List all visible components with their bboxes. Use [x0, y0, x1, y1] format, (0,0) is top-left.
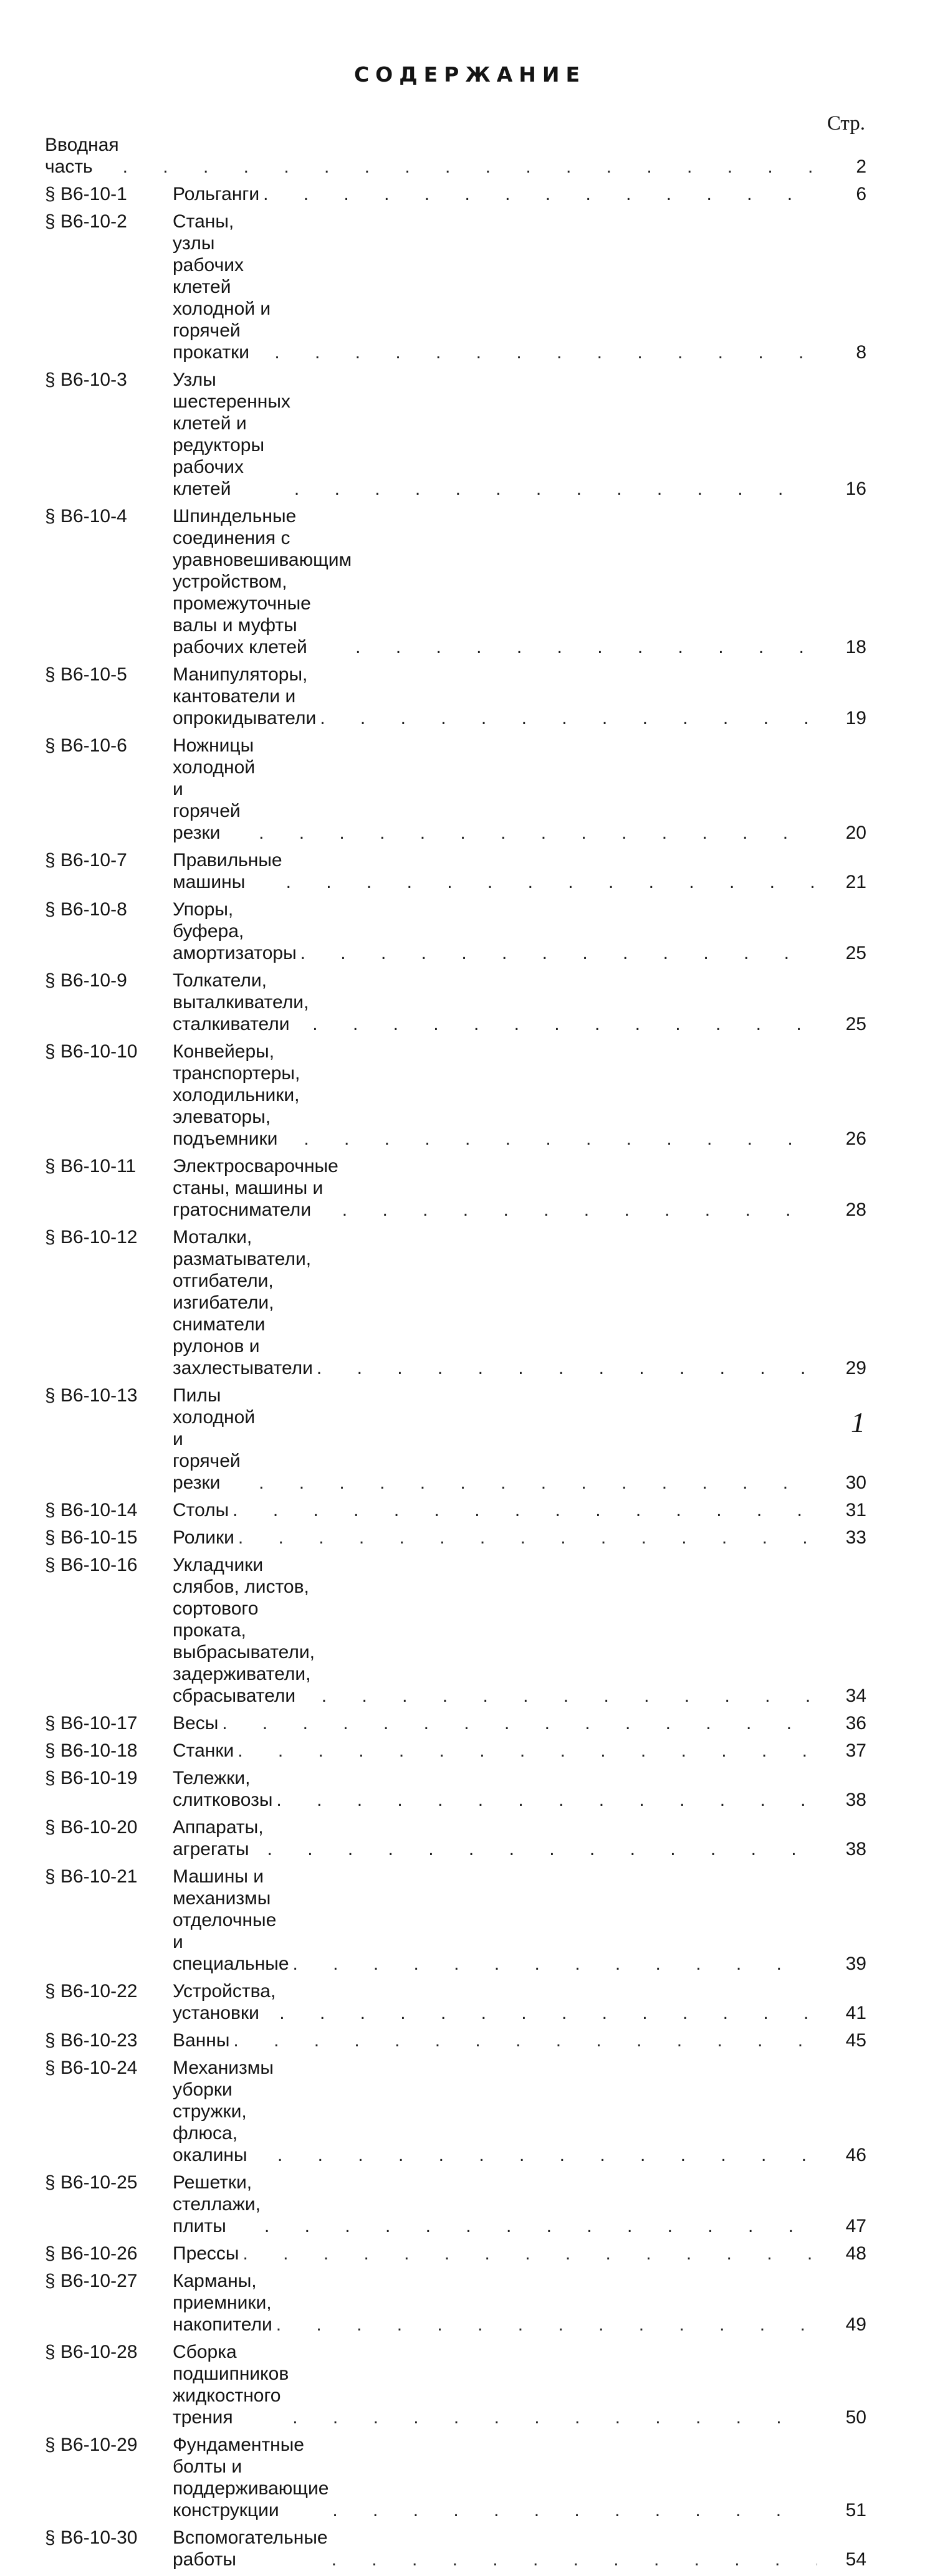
toc-entry[interactable] [45, 849, 866, 899]
toc-entry-number: § В6-10-23 [45, 2030, 138, 2051]
toc-entry-title: Упоры, буфера, амортизаторы [173, 899, 297, 963]
toc-entry-title: Вводная часть [45, 135, 119, 177]
toc-entry-page: 45 [845, 2030, 866, 2051]
toc-entry-title: Устройства, установки [173, 1981, 276, 2023]
page-number: 1 [851, 1406, 865, 1438]
toc-entry-page: 25 [845, 1014, 866, 1034]
toc-entry-title: Ролики [173, 1527, 234, 1548]
toc-entry-title: Аппараты, агрегаты [173, 1817, 264, 1859]
toc-entry-body [173, 1554, 820, 1707]
toc-entry-body [173, 183, 820, 205]
dot-leader [279, 2002, 817, 2024]
toc-entry-page: 20 [845, 823, 866, 843]
toc-entry[interactable] [45, 1226, 866, 1385]
toc-entry-body [173, 1385, 820, 1494]
toc-entry-body [173, 735, 820, 844]
toc-entry-page: 29 [845, 1358, 866, 1378]
toc-entry-number: § В6-10-25 [45, 2172, 138, 2193]
toc-entry-number: § В6-10-14 [45, 1500, 138, 1520]
toc-entry-number: § В6-10-8 [45, 899, 127, 920]
dot-leader [274, 341, 817, 363]
dot-leader [222, 1712, 817, 1734]
toc-entry-number: § В6-10-27 [45, 2271, 138, 2291]
dot-leader [332, 2499, 817, 2521]
toc-entry-body [173, 1740, 820, 1762]
dot-leader [237, 1740, 817, 1762]
toc-entry-page: 39 [845, 1953, 866, 1974]
toc-entry-title: Фундаментные болты и поддерживающие конструкции [173, 2435, 329, 2521]
dot-leader [342, 1199, 817, 1221]
toc-entry-title: Рольганги [173, 184, 260, 204]
toc-entry-number: § В6-10-13 [45, 1385, 138, 1406]
toc-entry-number: § В6-10-4 [45, 506, 127, 527]
toc-entry-number: § В6-10-24 [45, 2058, 138, 2078]
dot-leader [267, 1838, 817, 1860]
toc-entry-page: 50 [845, 2407, 866, 2428]
dot-leader [263, 183, 817, 205]
toc-entry-title: Ванны [173, 2030, 230, 2051]
toc-entry-number: § В6-10-15 [45, 1527, 138, 1548]
toc-entry-page: 28 [845, 1200, 866, 1220]
toc-entry-title: Прессы [173, 2243, 239, 2264]
toc-entry-page: 34 [845, 1686, 866, 1706]
toc-entry-page: 37 [845, 1740, 866, 1761]
toc-entry-title: Машины и механизмы отделочные и специальные [173, 1866, 289, 1974]
dot-leader [277, 2144, 817, 2166]
toc-entry[interactable] [45, 1499, 866, 1527]
toc-entry-number: § В6-10-26 [45, 2243, 138, 2264]
toc-entry-body [173, 2172, 820, 2237]
toc-entry-page: 2 [856, 156, 866, 177]
toc-entry-number: § В6-10-30 [45, 2527, 138, 2548]
toc-entry-body [173, 2434, 820, 2521]
dot-leader [123, 156, 817, 178]
dot-leader [355, 636, 817, 658]
toc-entry-body [173, 2527, 820, 2570]
toc-entry[interactable] [45, 183, 866, 211]
toc-entry-title: Правильные машины [173, 850, 282, 892]
toc-entry-title: Станки [173, 1740, 234, 1761]
dot-leader [294, 478, 817, 500]
toc-entry-body [173, 899, 820, 964]
toc-entry-body [173, 1980, 820, 2024]
toc-entry-title: Весы [173, 1713, 219, 1734]
toc-entry-page: 38 [845, 1839, 866, 1859]
toc-entry-body [173, 664, 820, 729]
toc-entry[interactable] [45, 369, 866, 505]
toc-entry[interactable] [45, 664, 866, 735]
toc-entry-page: 48 [845, 2243, 866, 2264]
dot-leader [292, 2407, 817, 2428]
toc-entry-number: § В6-10-29 [45, 2435, 138, 2455]
toc-entry-title: Тележки, слитковозы [173, 1768, 273, 1810]
toc-entry-body [173, 2057, 820, 2166]
toc-entry-title: Моталки, разматыватели, отгибатели, изгибатели, сниматели рулонов и захлестыватели [173, 1227, 313, 1378]
toc-entry-body [173, 369, 820, 500]
toc-entry-title: Решетки, стеллажи, плиты [173, 2172, 261, 2236]
dot-leader [312, 1013, 817, 1035]
dot-leader [300, 942, 817, 964]
toc-entry-page: 8 [856, 342, 866, 363]
toc-entry[interactable] [45, 2057, 866, 2172]
page-title: СОДЕРЖАНИЕ [353, 62, 587, 87]
page-column-header: Стр. [827, 112, 865, 135]
toc-entry-page: 49 [845, 2314, 866, 2335]
toc-entry-number: § В6-10-9 [45, 970, 127, 991]
toc-entry-body [173, 1816, 820, 1860]
toc-entry-body [173, 1155, 820, 1221]
toc-entry[interactable] [45, 2243, 866, 2270]
toc-entry[interactable] [45, 1980, 866, 2030]
toc-entry-page: 21 [845, 872, 866, 892]
toc-entry[interactable] [45, 211, 866, 369]
toc-entry-number: § В6-10-12 [45, 1227, 138, 1247]
toc-entry-body [173, 2243, 820, 2264]
toc-entry-number: § В6-10-3 [45, 370, 127, 390]
toc-entry-body [173, 211, 820, 363]
toc-entry-title: Карманы, приемники, накопители [173, 2271, 272, 2335]
toc-entry[interactable] [45, 899, 866, 970]
toc-entry-title: Конвейеры, транспортеры, холодильники, элеваторы, подъемники [173, 1041, 300, 1149]
dot-leader [293, 1953, 818, 1975]
toc-entry-title: Вспомогательные работы [173, 2527, 328, 2570]
toc-entry[interactable] [45, 2030, 866, 2057]
dot-leader [304, 1128, 817, 1150]
toc-entry-body [173, 1226, 820, 1379]
toc-entry-page: 19 [845, 708, 866, 728]
toc-entry-title: Шпиндельные соединения с уравновешивающим устройством, промежуточные валы и муфты рабочих клетей [173, 506, 352, 657]
toc-entry-number: § В6-10-19 [45, 1768, 138, 1788]
toc-entry-page: 51 [845, 2500, 866, 2521]
toc-entry[interactable] [45, 2172, 866, 2243]
toc-entry[interactable] [45, 1740, 866, 1767]
toc-entry-number: § В6-10-10 [45, 1041, 138, 1062]
toc-entry[interactable] [45, 970, 866, 1041]
toc-entry-number: § В6-10-17 [45, 1713, 138, 1734]
table-of-contents [45, 134, 866, 2576]
dot-leader [320, 707, 817, 729]
toc-entry-title: Механизмы уборки стружки, флюса, окалины [173, 2058, 274, 2165]
dot-leader [259, 822, 817, 844]
toc-entry-page: 16 [845, 479, 866, 499]
dot-leader [322, 1685, 817, 1707]
toc-entry-page: 36 [845, 1713, 866, 1734]
toc-entry-page: 31 [845, 1500, 866, 1520]
toc-entry-number: § В6-10-7 [45, 850, 127, 871]
toc-entry-page: 38 [845, 1790, 866, 1810]
toc-entry-body [173, 1041, 820, 1150]
dot-leader [243, 2243, 818, 2264]
toc-entry-body [173, 970, 820, 1035]
dot-leader [264, 2215, 817, 2237]
toc-entry-page: 46 [845, 2145, 866, 2165]
dot-leader [276, 2314, 817, 2335]
dot-leader [233, 2030, 817, 2051]
toc-entry-body [173, 1499, 820, 1521]
toc-entry-number: § В6-10-6 [45, 735, 127, 756]
toc-entry-body [173, 505, 820, 658]
toc-entry-title: Столы [173, 1500, 229, 1520]
toc-entry-intro[interactable] [45, 134, 866, 183]
toc-entry-body [173, 849, 820, 893]
toc-entry-number: § В6-10-18 [45, 1740, 138, 1761]
dot-leader [233, 1499, 817, 1521]
toc-entry-number: § В6-10-1 [45, 184, 127, 204]
toc-entry-title: Узлы шестеренных клетей и редукторы рабочих клетей [173, 370, 290, 499]
dot-leader [286, 871, 817, 893]
toc-entry[interactable] [45, 1866, 866, 1980]
toc-entry[interactable] [45, 2341, 866, 2434]
toc-entry-body [173, 1527, 820, 1548]
toc-entry-number: § В6-10-28 [45, 2342, 138, 2362]
toc-entry[interactable] [45, 1816, 866, 1866]
toc-entry-title: Толкатели, выталкиватели, сталкиватели [173, 970, 309, 1034]
toc-entry-body [173, 2341, 820, 2428]
toc-entry-page: 30 [845, 1472, 866, 1493]
toc-entry-number: § В6-10-16 [45, 1555, 138, 1575]
toc-entry-title: Укладчики слябов, листов, сортового проката, выбрасыватели, задерживатели, сбрасыватели [173, 1555, 315, 1706]
toc-entry[interactable] [45, 1712, 866, 1740]
toc-entry[interactable] [45, 1527, 866, 1554]
toc-entry-page: 47 [845, 2216, 866, 2236]
toc-entry-page: 18 [845, 637, 866, 657]
toc-entry[interactable] [45, 1767, 866, 1816]
toc-entry-title: Станы, узлы рабочих клетей холодной и горячей прокатки [173, 211, 271, 363]
toc-entry-body [173, 1712, 820, 1734]
toc-entry-page: 26 [845, 1128, 866, 1149]
toc-entry-page: 33 [845, 1527, 866, 1548]
toc-entry-number: § В6-10-11 [45, 1156, 137, 1176]
toc-list [45, 183, 866, 2576]
toc-entry-number: § В6-10-22 [45, 1981, 138, 2001]
toc-entry-body [173, 2270, 820, 2335]
dot-leader [276, 1789, 817, 1811]
toc-entry-title: Ножницы холодной и горячей резки [173, 735, 256, 843]
toc-entry-body [173, 1767, 820, 1811]
toc-entry-title: Сборка подшипников жидкостного трения [173, 2342, 289, 2428]
toc-entry-title: Пилы холодной и горячей резки [173, 1385, 256, 1493]
toc-entry[interactable] [45, 735, 866, 849]
toc-entry-page: 6 [856, 184, 866, 204]
toc-entry[interactable] [45, 1155, 866, 1226]
toc-entry[interactable] [45, 1041, 866, 1155]
toc-entry-title: Электросварочные станы, машины и гратосниматели [173, 1156, 338, 1220]
toc-entry-body [45, 134, 820, 178]
toc-entry-page: 54 [845, 2549, 866, 2570]
dot-leader [259, 1472, 817, 1494]
toc-entry[interactable] [45, 505, 866, 664]
toc-entry-body [173, 2030, 820, 2051]
toc-entry[interactable] [45, 2434, 866, 2527]
dot-leader [332, 2549, 817, 2570]
toc-entry-number: § В6-10-5 [45, 664, 127, 685]
dot-leader [317, 1357, 817, 1379]
toc-entry[interactable] [45, 1554, 866, 1712]
toc-entry-number: § В6-10-2 [45, 211, 127, 232]
toc-entry-number: § В6-10-21 [45, 1866, 138, 1887]
toc-entry-page: 25 [845, 943, 866, 963]
toc-entry[interactable] [45, 2270, 866, 2341]
toc-entry-page: 41 [845, 2003, 866, 2023]
toc-entry-title: Манипуляторы, кантователи и опрокидыватели [173, 664, 317, 728]
dot-leader [238, 1527, 817, 1548]
toc-entry-number: § В6-10-20 [45, 1817, 138, 1838]
toc-entry-body [173, 1866, 820, 1975]
toc-entry[interactable] [45, 1385, 866, 1499]
toc-entry[interactable] [45, 2527, 866, 2576]
